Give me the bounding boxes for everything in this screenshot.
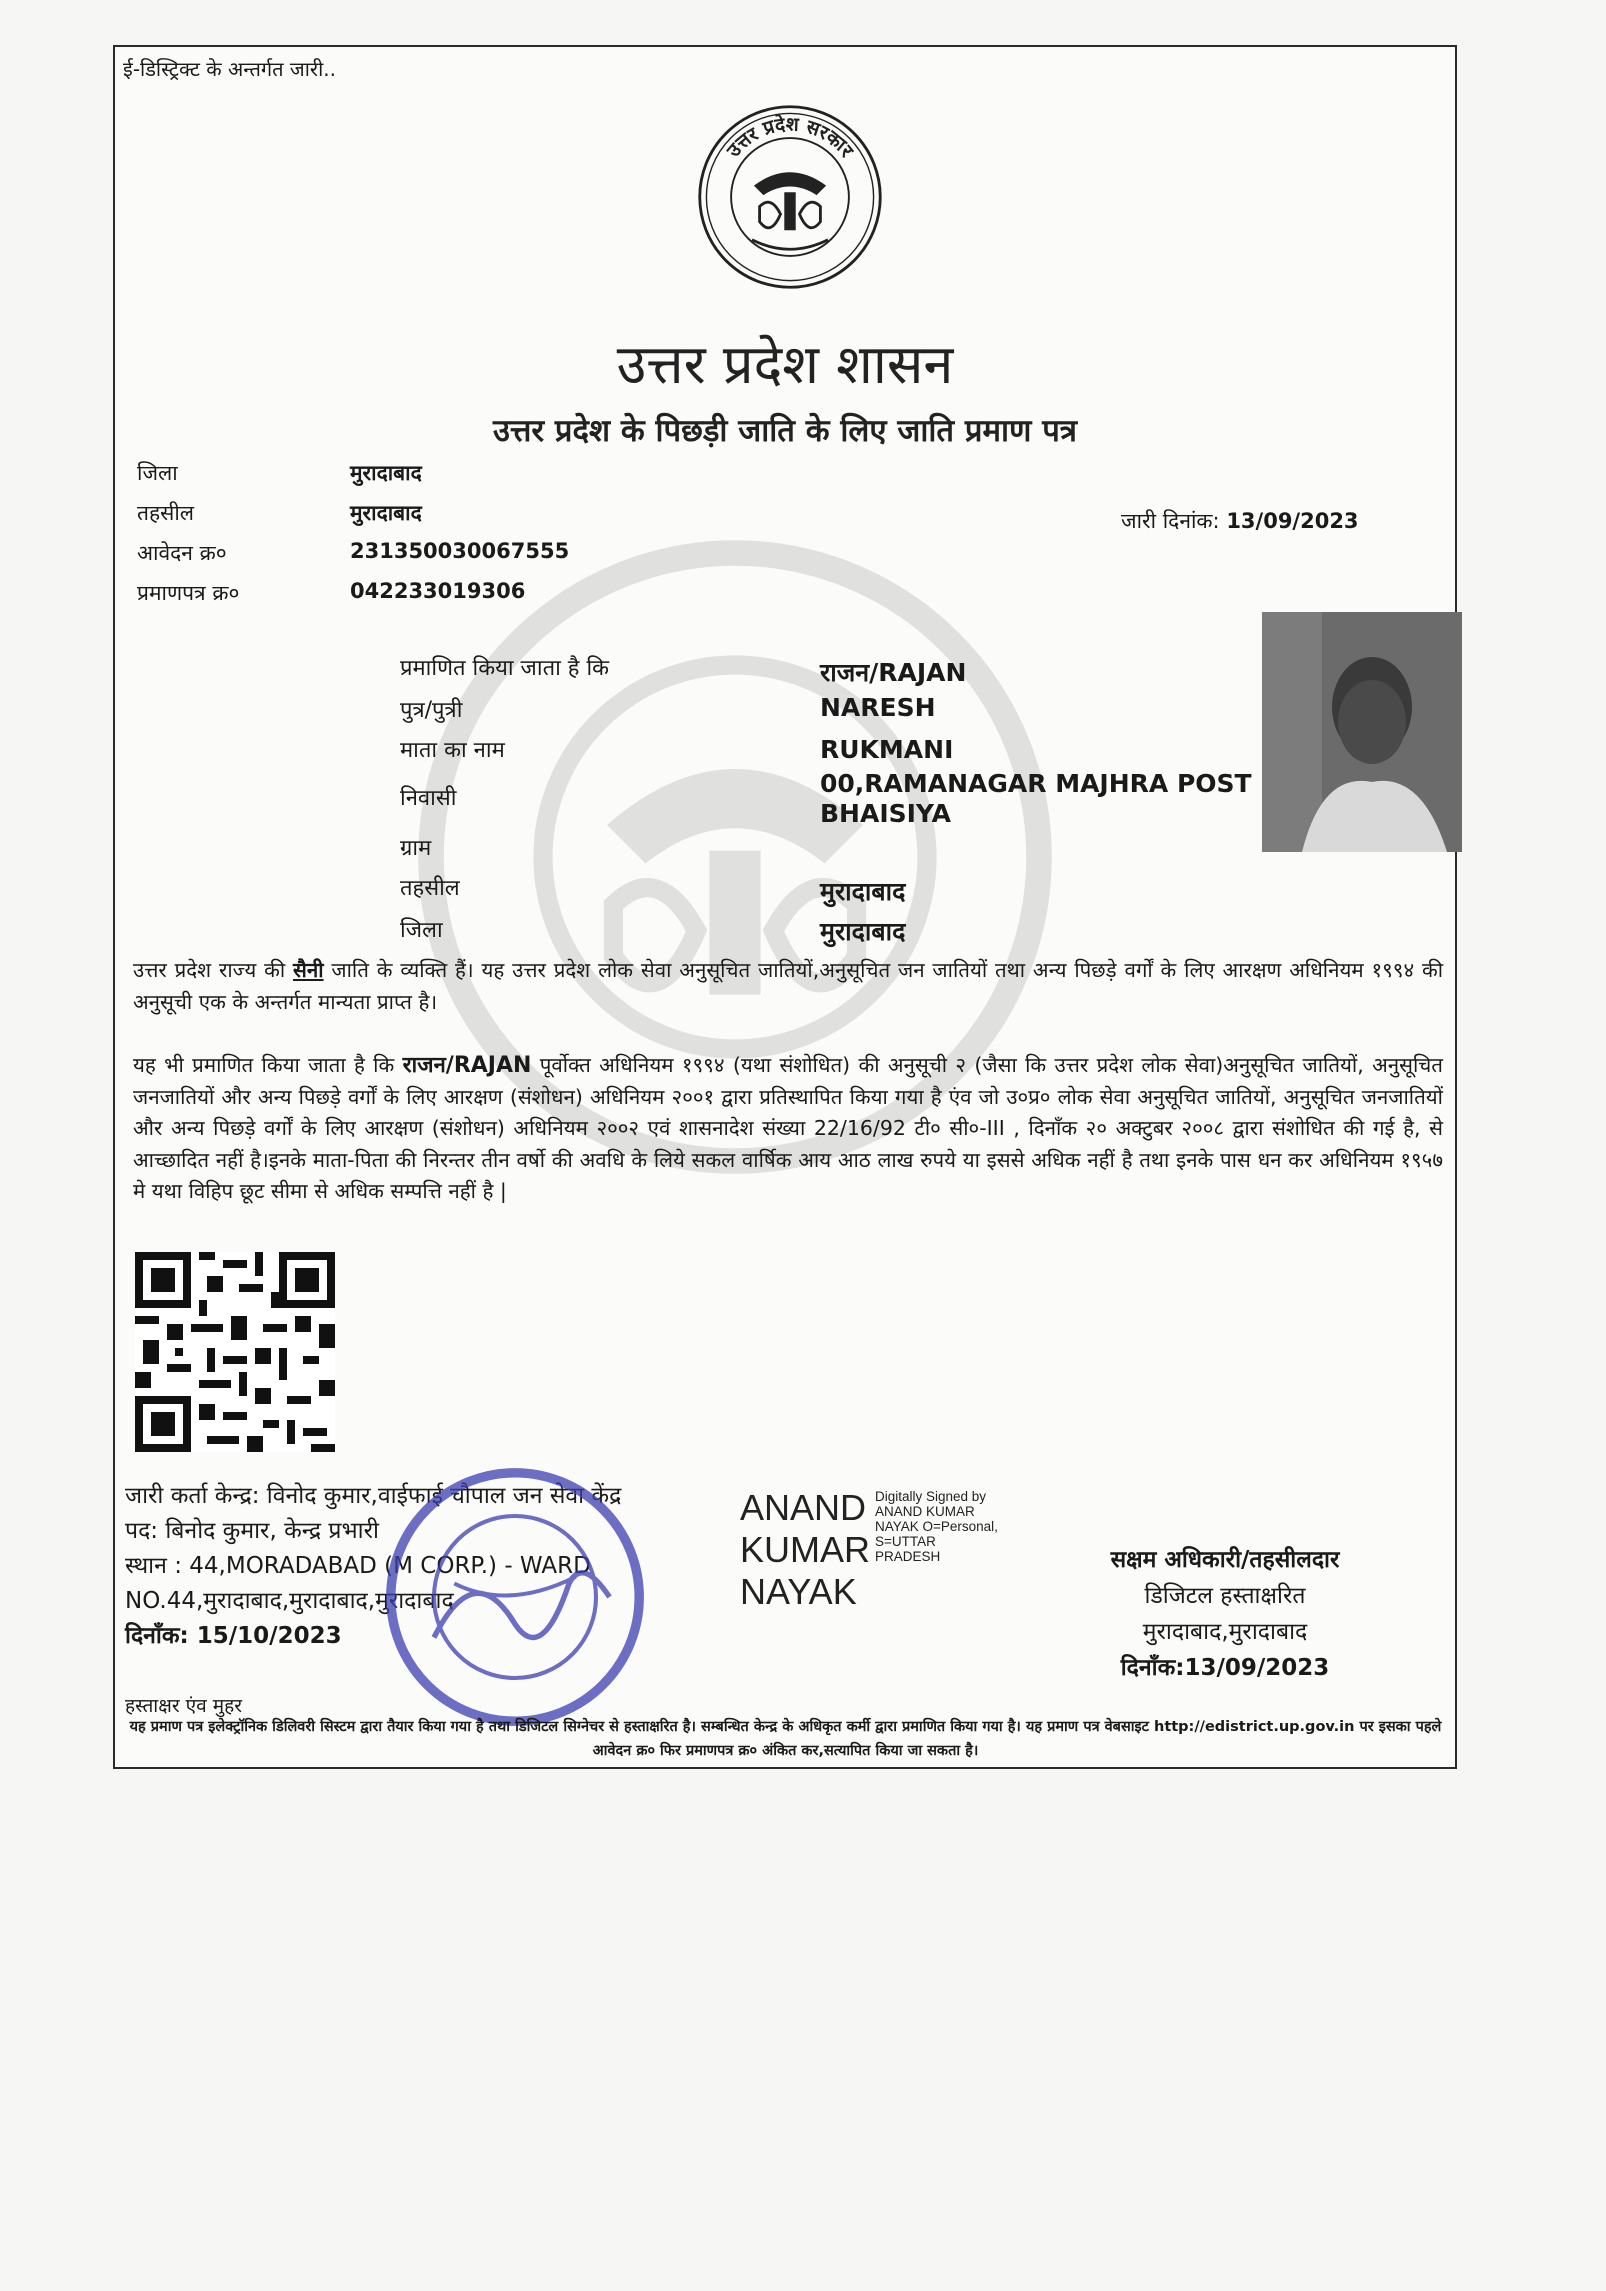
- issue-date-label: जारी दिनांक:: [1121, 509, 1220, 533]
- signature-detail-line: S=UTTAR: [875, 1534, 936, 1549]
- detail-label: प्रमाणित किया जाता है कि: [400, 656, 610, 681]
- signature-name-line: NAYAK: [740, 1571, 857, 1612]
- signature-name-line: ANAND: [740, 1487, 867, 1528]
- signature-name-line: KUMAR: [740, 1529, 871, 1570]
- issue-date: [1121, 507, 1359, 535]
- applicant-photo: [1262, 612, 1462, 852]
- certificate-subtitle: उत्तर प्रदेश के पिछड़ी जाति के लिए जाति प्रमाण पत्र: [493, 413, 1077, 449]
- paragraph-text: यह भी प्रमाणित किया जाता है कि: [133, 1053, 403, 1077]
- mother-name: RUKMANI: [820, 735, 954, 764]
- ink-stamp-icon: [380, 1462, 650, 1732]
- signature-detail-line: Digitally Signed by: [875, 1489, 987, 1504]
- meta-label: आवेदन क्र०: [137, 541, 227, 565]
- detail-label: पुत्र/पुत्री: [400, 698, 463, 723]
- tehsil-value: मुरादाबाद: [820, 877, 906, 906]
- meta-label: जिला: [137, 461, 178, 485]
- meta-label: तहसील: [137, 501, 194, 525]
- issuer-center: जारी कर्ता केन्द्र: विनोद कुमार,वाईफाई चौपाल जन सेवा केंद्र: [125, 1483, 622, 1509]
- person-photo-icon: [1262, 612, 1462, 852]
- holder-name-inline: राजन/RAJAN: [402, 1053, 532, 1078]
- residence-line2: BHAISIYA: [820, 799, 951, 828]
- detail-label: निवासी: [400, 786, 457, 811]
- father-name: NARESH: [820, 693, 936, 722]
- issuer-post: पद: बिनोद कुमार, केन्द्र प्रभारी: [125, 1518, 379, 1544]
- paragraph-text: उत्तर प्रदेश राज्य की: [133, 958, 293, 982]
- footer-note: यह प्रमाण पत्र इलेक्ट्रॉनिक डिलिवरी सिस्टम द्वारा तैयार किया गया है तथा डिजिटल सिग्नेचर से हस्ताक्षरित है। सम्बन्धित केन्द्र के अधिकृत कर्मी द्वारा प्रमाणित किया गया है। यह प्रमाण पत्र वेबसाइट http://edistrict.up.gov.in पर इसका पहले आवेदन क्र० फिर प्रमाणपत्र क्र० अंकित कर,सत्यापित किया जा सकता है।: [129, 1719, 1442, 1759]
- holder-name: राजन/RAJAN: [820, 658, 967, 687]
- caste-name: सैनी: [293, 958, 324, 982]
- signature-detail-line: ANAND KUMAR: [875, 1504, 975, 1519]
- authority-title: सक्षम अधिकारी/तहसीलदार: [1110, 1547, 1340, 1573]
- detail-label: ग्राम: [400, 836, 432, 861]
- certificate-frame: [113, 45, 1457, 1769]
- digital-signature-details: [875, 1489, 998, 1564]
- residence-line1: 00,RAMANAGAR MAJHRA POST: [820, 769, 1252, 798]
- signature-detail-line: PRADESH: [875, 1549, 941, 1564]
- detail-label: जिला: [400, 918, 443, 943]
- digital-signature-name: [740, 1487, 870, 1613]
- qr-code-icon: [135, 1252, 335, 1452]
- authority-block: [1035, 1542, 1415, 1686]
- signature-note: हस्ताक्षर एंव मुहर: [125, 1695, 242, 1717]
- detail-label: माता का नाम: [400, 738, 505, 763]
- paragraph-text: पूर्वोक्त अधिनियम १९९४ (यथा संशोधित) की अनुसूची २ (जैसा कि उत्तर प्रदेश लोक सेवा)अनुसूचित जातियों, अनुसूचित जनजातियों और अन्य पिछड़े वर्गों के लिए आरक्षण (संशोधन) अधिनियम २००१ द्वारा प्रतिस्थापित किया गया है एंव जो उ०प्र० लोक सेवा अनुसूचित जातियों, अनुसूचित जनजातियों और अन्य पिछड़े वर्गों के लिए आरक्षण (संशोधन) अधिनियम २००२ एवं शासनादेश संख्या 22/16/92 टी० सी०-III , दिनाँक २० अक्टुबर २००८ द्वारा संशोधित की गई है, से आच्छादित नहीं है।इनके माता-पिता की निरन्तर तीन वर्षो की अवधि के लिये सकल वार्षिक आय आठ लाख रुपये या इससे अधिक नहीं है तथा इनके पास धन कर अधिनियम १९५७ मे यथा विहिप छूट सीमा से अधिक सम्पत्ति नहीं है |: [133, 1053, 1443, 1203]
- detail-label: तहसील: [400, 876, 460, 901]
- district-value: मुरादाबाद: [820, 917, 906, 946]
- issue-date-value: 13/09/2023: [1226, 509, 1359, 533]
- authority-digital: डिजिटल हस्ताक्षरित: [1144, 1583, 1306, 1609]
- application-number: 231350030067555: [350, 539, 570, 563]
- paragraph-text: जाति के व्यक्ति हैं। यह उत्तर प्रदेश लोक सेवा अनुसूचित जातियों,अनुसूचित जन जातियों तथा अन्य पिछड़े वर्गों के लिए आरक्षण अधिनियम १९९४ की अनुसूची एक के अन्तर्गत मान्यता प्राप्त है।: [133, 958, 1443, 1014]
- authority-date: दिनाँक:13/09/2023: [1120, 1655, 1330, 1681]
- caste-paragraph: [133, 955, 1443, 1018]
- up-government-emblem-icon: [695, 102, 885, 292]
- authority-place: मुरादाबाद,मुरादाबाद: [1142, 1619, 1308, 1645]
- meta-value: मुरादाबाद: [350, 461, 422, 485]
- header-note: ई-डिस्ट्रिक्ट के अन्तर्गत जारी..: [123, 57, 336, 81]
- issuer-date: दिनाँक: 15/10/2023: [125, 1623, 342, 1649]
- certificate-number: 042233019306: [350, 579, 526, 603]
- meta-value: मुरादाबाद: [350, 501, 422, 525]
- meta-label: प्रमाणपत्र क्र०: [137, 581, 240, 605]
- svg-text:उत्तर प्रदेश सरकार: उत्तर प्रदेश सरकार: [722, 113, 858, 162]
- page-title: उत्तर प्रदेश शासन: [616, 333, 954, 396]
- signature-detail-line: NAYAK O=Personal,: [875, 1519, 998, 1534]
- certification-paragraph: [133, 1050, 1443, 1208]
- issuer-place: स्थान : 44,MORADABAD (M CORP.) - WARD NO.44,मुरादाबाद,मुरादाबाद,मुरादाबाद: [125, 1553, 591, 1614]
